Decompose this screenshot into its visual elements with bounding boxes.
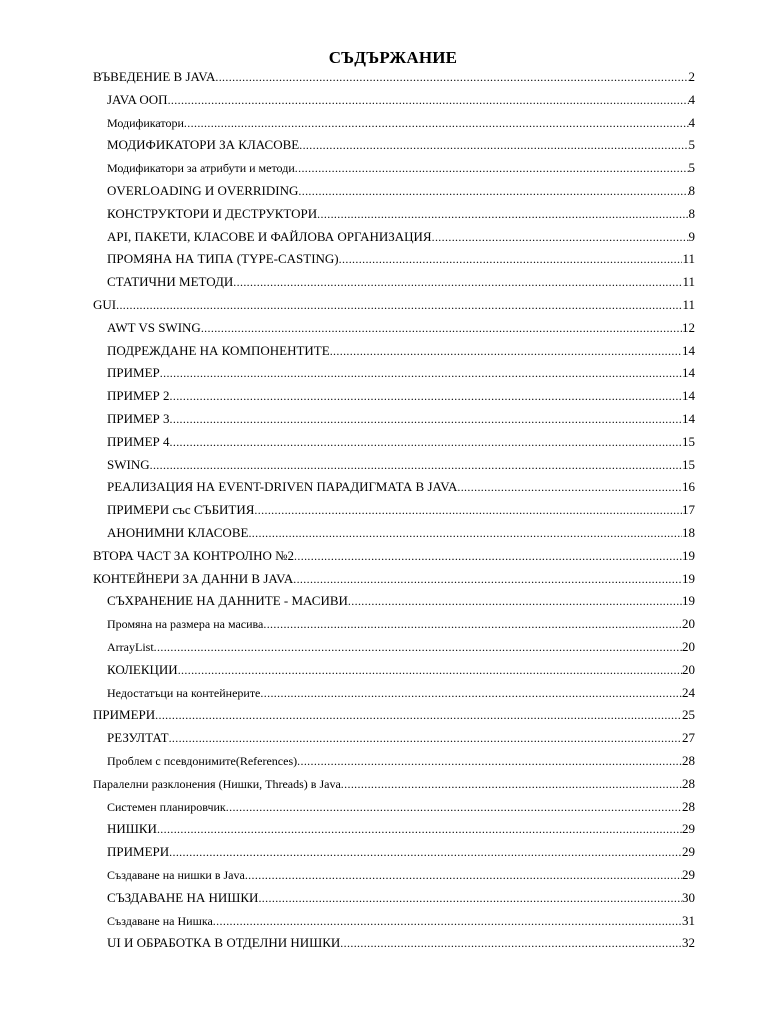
toc-page-number: 18	[682, 525, 695, 540]
toc-entry-title: СЪЗДАВАНЕ НА НИШКИ	[107, 889, 259, 905]
toc-page-number: 29	[682, 867, 695, 882]
toc-entry[interactable]	[107, 227, 695, 247]
toc-page-number: 17	[682, 502, 695, 518]
toc-entry-title: UI И ОБРАБОТКА В ОТДЕЛНИ НИШКИ	[107, 935, 341, 951]
toc-dot-leader	[215, 67, 688, 87]
toc-entry[interactable]	[107, 865, 695, 885]
toc-entry[interactable]	[107, 888, 695, 908]
toc-entry-title: КОНТЕЙНЕРИ ЗА ДАННИ В JAVA	[93, 570, 294, 586]
toc-entry-title: Създаване на Нишка	[107, 913, 213, 928]
toc-dot-leader	[330, 341, 682, 361]
toc-entry-title: ПРИМЕРИ	[107, 844, 170, 860]
toc-entry-title: ПРОМЯНА НА ТИПА (TYPE-CASTING)	[107, 251, 339, 267]
toc-page-number: 15	[682, 456, 695, 472]
toc-dot-leader	[258, 888, 682, 908]
toc-page-number: 28	[682, 753, 695, 768]
toc-entry-title: AWT VS SWING	[107, 319, 201, 335]
toc-entry-title: SWING	[107, 456, 150, 472]
toc-entry-title: Модификатори за атрибути и методи	[107, 161, 295, 176]
toc-entry-title: OVERLOADING И OVERRIDING	[107, 183, 299, 198]
toc-entry-title: КОЛЕКЦИИ	[107, 661, 178, 677]
toc-entry[interactable]	[107, 637, 695, 657]
toc-entry[interactable]	[107, 842, 695, 862]
toc-entry-title: Модификатори	[107, 115, 184, 130]
toc-dot-leader	[178, 660, 682, 680]
toc-entry[interactable]	[107, 728, 695, 748]
toc-entry[interactable]	[107, 819, 695, 839]
toc-entry[interactable]	[93, 295, 695, 315]
toc-dot-leader	[263, 614, 682, 634]
toc-dot-leader	[348, 591, 682, 611]
toc-entry-title: Проблем с псевдонимите(References)	[107, 754, 298, 768]
toc-entry[interactable]	[93, 546, 695, 566]
toc-entry-title: НИШКИ	[107, 821, 157, 837]
toc-page-number: 8	[688, 205, 695, 221]
toc-entry-title: ПРИМЕР 4	[107, 433, 170, 449]
toc-page-number: 29	[682, 844, 695, 860]
toc-dot-leader	[457, 477, 682, 497]
toc-entry-title: Системен планировчик	[107, 799, 226, 814]
toc-entry-title: ВТОРА ЧАСТ ЗА КОНТРОЛНО №2	[93, 547, 295, 563]
toc-entry[interactable]	[93, 569, 695, 589]
toc-dot-leader	[340, 933, 682, 953]
toc-entry[interactable]	[107, 591, 695, 611]
toc-entry[interactable]	[107, 181, 695, 201]
toc-entry[interactable]	[107, 477, 695, 497]
toc-entry[interactable]	[107, 363, 695, 383]
toc-entry[interactable]	[107, 341, 695, 361]
toc-dot-leader	[297, 751, 682, 771]
toc-entry[interactable]	[107, 683, 695, 703]
toc-page-number: 14	[682, 365, 695, 381]
toc-dot-leader	[295, 158, 689, 178]
toc-entry[interactable]	[107, 911, 695, 931]
toc-dot-leader	[150, 455, 682, 475]
toc-dot-leader	[170, 409, 683, 429]
toc-page-number: 20	[682, 639, 695, 654]
toc-entry-title: РЕЗУЛТАТ	[107, 730, 169, 746]
page-title: СЪДЪРЖАНИЕ	[328, 48, 458, 67]
toc-page-number: 8	[688, 183, 695, 198]
toc-entry-title: API, ПАКЕТИ, КЛАСОВЕ И ФАЙЛОВА ОРГАНИЗАЦИЯ	[107, 228, 432, 244]
toc-dot-leader	[116, 295, 682, 315]
toc-entry-title: ПРИМЕР	[107, 365, 160, 381]
toc-entry-title: ПРИМЕР 2	[107, 388, 170, 404]
toc-page-number: 16	[682, 479, 695, 495]
toc-dot-leader	[341, 774, 682, 794]
toc-entry[interactable]	[107, 455, 695, 475]
toc-page-number: 5	[688, 137, 695, 153]
toc-entry[interactable]	[107, 158, 695, 178]
toc-entry[interactable]	[93, 67, 695, 87]
toc-page-number: 28	[682, 775, 695, 791]
toc-dot-leader	[160, 363, 682, 383]
toc-entry-title: Недостатъци на контейнерите	[107, 685, 261, 700]
toc-page-number: 11	[682, 274, 695, 290]
toc-page-number: 20	[682, 661, 695, 677]
toc-dot-leader	[260, 683, 682, 703]
toc-entry[interactable]	[107, 660, 695, 680]
toc-entry[interactable]	[107, 409, 695, 429]
toc-page-number: 2	[688, 69, 695, 84]
toc-dot-leader	[170, 432, 683, 452]
toc-page-number: 19	[682, 570, 695, 586]
toc-page-number: 5	[688, 160, 695, 176]
toc-dot-leader	[254, 500, 682, 520]
toc-dot-leader	[169, 728, 682, 748]
toc-page-number: 30	[682, 889, 695, 905]
toc-entry[interactable]	[107, 318, 695, 338]
toc-entry-title: ArrayList	[107, 640, 154, 654]
toc-dot-leader	[170, 386, 683, 406]
toc-page-number: 11	[682, 297, 695, 312]
toc-page-number: 15	[682, 433, 695, 449]
toc-dot-leader	[245, 865, 682, 885]
toc-page-number: 11	[682, 251, 695, 267]
toc-entry-title: ПОДРЕЖДАНЕ НА КОМПОНЕНТИТЕ	[107, 342, 330, 358]
toc-entry-title: ПРИМЕР 3	[107, 411, 170, 426]
toc-entry-title: КОНСТРУКТОРИ И ДЕСТРУКТОРИ	[107, 205, 318, 221]
toc-dot-leader	[157, 819, 682, 839]
toc-page-number: 29	[682, 821, 695, 837]
toc-page-number: 14	[682, 388, 695, 404]
toc-page-number: 14	[682, 342, 695, 358]
toc-page-number: 20	[682, 616, 695, 632]
toc-page-number: 28	[682, 798, 695, 814]
toc-entry[interactable]	[107, 751, 695, 771]
toc-dot-leader	[233, 272, 682, 292]
toc-dot-leader	[294, 546, 682, 566]
toc-entry-title: ПРИМЕРИ	[93, 707, 156, 723]
toc-dot-leader	[155, 705, 682, 725]
toc-entry[interactable]	[107, 432, 695, 452]
toc-dot-leader	[226, 797, 682, 817]
toc-entry[interactable]	[107, 500, 695, 520]
toc-page-number: 32	[682, 935, 695, 951]
toc-entry-title: АНОНИМНИ КЛАСОВЕ	[107, 525, 249, 540]
toc-entry-title: СЪХРАНЕНИЕ НА ДАННИТЕ - МАСИВИ	[107, 593, 348, 609]
toc-dot-leader	[339, 249, 683, 269]
toc-dot-leader	[432, 227, 689, 247]
toc-entry-title: Паралелни разклонения (Нишки, Threads) в Java	[93, 776, 341, 791]
toc-entry[interactable]	[107, 614, 695, 634]
toc-page-number: 4	[688, 91, 695, 107]
toc-page-number: 9	[688, 228, 695, 244]
toc-entry[interactable]	[107, 204, 695, 224]
toc-entry-title: СТАТИЧНИ МЕТОДИ	[107, 274, 234, 290]
toc-page-number: 31	[682, 912, 695, 928]
toc-dot-leader	[317, 204, 688, 224]
toc-entry-title: GUI	[93, 297, 117, 312]
toc-dot-leader	[169, 842, 682, 862]
toc-dot-leader	[299, 135, 688, 155]
toc-page-number: 24	[682, 684, 695, 700]
toc-entry[interactable]	[107, 933, 695, 953]
toc-entry[interactable]	[107, 135, 695, 155]
toc-entry[interactable]	[107, 249, 695, 269]
toc-entry[interactable]	[107, 386, 695, 406]
toc-dot-leader	[184, 113, 689, 133]
toc-page-number: 4	[688, 114, 695, 130]
toc-entry-title: Създаване на нишки в Java	[107, 868, 245, 882]
toc-dot-leader	[293, 569, 682, 589]
toc-page-number: 12	[682, 319, 695, 335]
toc-dot-leader	[201, 318, 682, 338]
toc-entry[interactable]	[107, 272, 695, 292]
toc-entry[interactable]	[107, 113, 695, 133]
toc-dot-leader	[154, 637, 682, 657]
toc-page-number: 19	[682, 593, 695, 609]
toc-page-number: 19	[682, 547, 695, 563]
toc-entry[interactable]	[107, 523, 695, 543]
toc-dot-leader	[248, 523, 682, 543]
toc-page-number: 25	[682, 707, 695, 723]
toc-dot-leader	[168, 90, 689, 110]
toc-page-number: 14	[682, 411, 695, 426]
toc-entry[interactable]	[93, 705, 695, 725]
toc-entry-title: ВЪВЕДЕНИЕ В JAVA	[93, 69, 216, 84]
toc-dot-leader	[213, 911, 682, 931]
toc-entry-title: МОДИФИКАТОРИ ЗА КЛАСОВЕ	[107, 137, 300, 153]
toc-entry[interactable]	[107, 797, 695, 817]
toc-entry[interactable]	[107, 90, 695, 110]
toc-entry-title: ПРИМЕРИ със СЪБИТИЯ	[107, 502, 255, 518]
toc-entry-title: Промяна на размера на масива	[107, 617, 264, 632]
toc-entry[interactable]	[93, 774, 695, 794]
toc-page-number: 27	[682, 730, 695, 746]
toc-entry-title: JAVA ООП	[107, 91, 168, 107]
toc-dot-leader	[298, 181, 688, 201]
toc-entry-title: РЕАЛИЗАЦИЯ НА EVENT-DRIVEN ПАРАДИГМАТА В JAVA	[107, 479, 458, 495]
